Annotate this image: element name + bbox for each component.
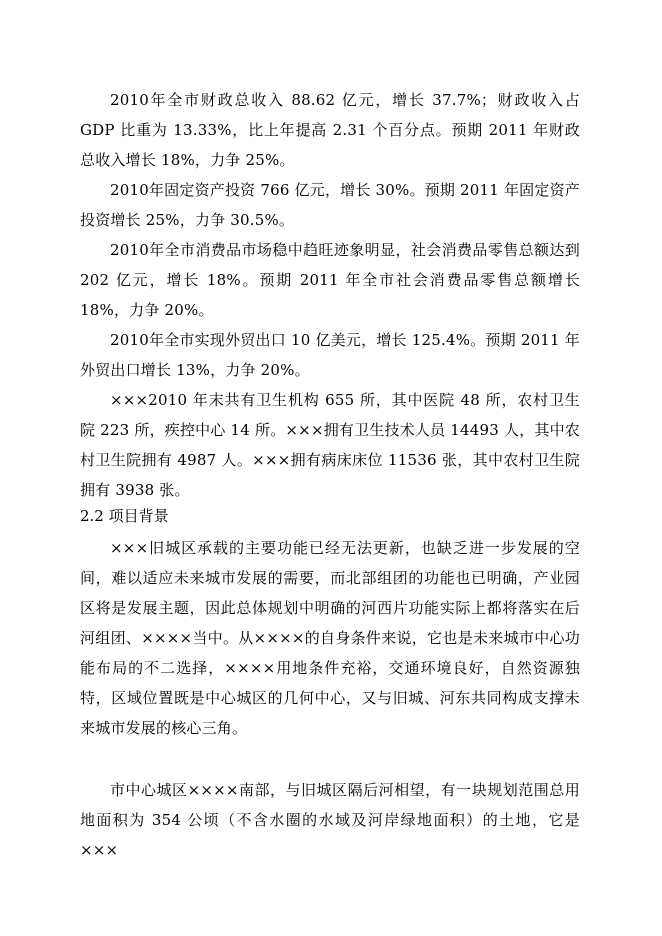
paragraph-foreign-trade: 2010年全市实现外贸出口 10 亿美元，增长 125.4%。预期 2011 年外贸出口增长 13%，力争 20%。 (80, 331, 580, 379)
paragraph-consumer-market: 2010年全市消费品市场稳中趋旺迹象明显，社会消费品零售总额达到 202 亿元，增长 18%。预期 2011 年全市社会消费品零售总额增长 18%，力争 20%。 (80, 241, 580, 319)
paragraph-project-background: ×××旧城区承载的主要功能已经无法更新，也缺乏进一步发展的空间，难以适应未来城市发展的需要，而北部组团的功能也已明确，产业园区将是发展主题，因此总体规划中明确的河西片功能实际上都将落实在后河组团、××××当中。从××××的自身条件来说，它也是未来城市中心功能布局的不二选择，××××用地条件充裕，交通环境良好，自然资源独特，区域位置既是中心城区的几何中心，又与旧城、河东共同构成支撑未来城市发展的核心三角。 (80, 539, 580, 737)
paragraph-health-institutions: ×××2010 年末共有卫生机构 655 所，其中医院 48 所，农村卫生院 223 所，疾控中心 14 所。×××拥有卫生技术人员 14493 人，其中农村卫生院拥有 4987 人。×××拥有病床床位 11536 张，其中农村卫生院拥有 3938 张。 (80, 391, 580, 499)
section-heading: 2.2 项目背景 (80, 507, 169, 525)
paragraph-fixed-asset-investment: 2010年固定资产投资 766 亿元，增长 30%。预期 2011 年固定资产投资增长 25%，力争 30.5%。 (80, 181, 580, 229)
paragraph-city-center-south: 市中心城区××××南部，与旧城区隔后河相望，有一块规划范围总用地面积为 354 公顷（不含水圈的水域及河岸绿地面积）的土地，它是××× (80, 781, 580, 859)
paragraph-fiscal-revenue: 2010年全市财政总收入 88.62 亿元，增长 37.7%；财政收入占 GDP 比重为 13.33%，比上年提高 2.31 个百分点。预期 2011 年财政总收入增长 18%，力争 25%。 (80, 91, 580, 169)
